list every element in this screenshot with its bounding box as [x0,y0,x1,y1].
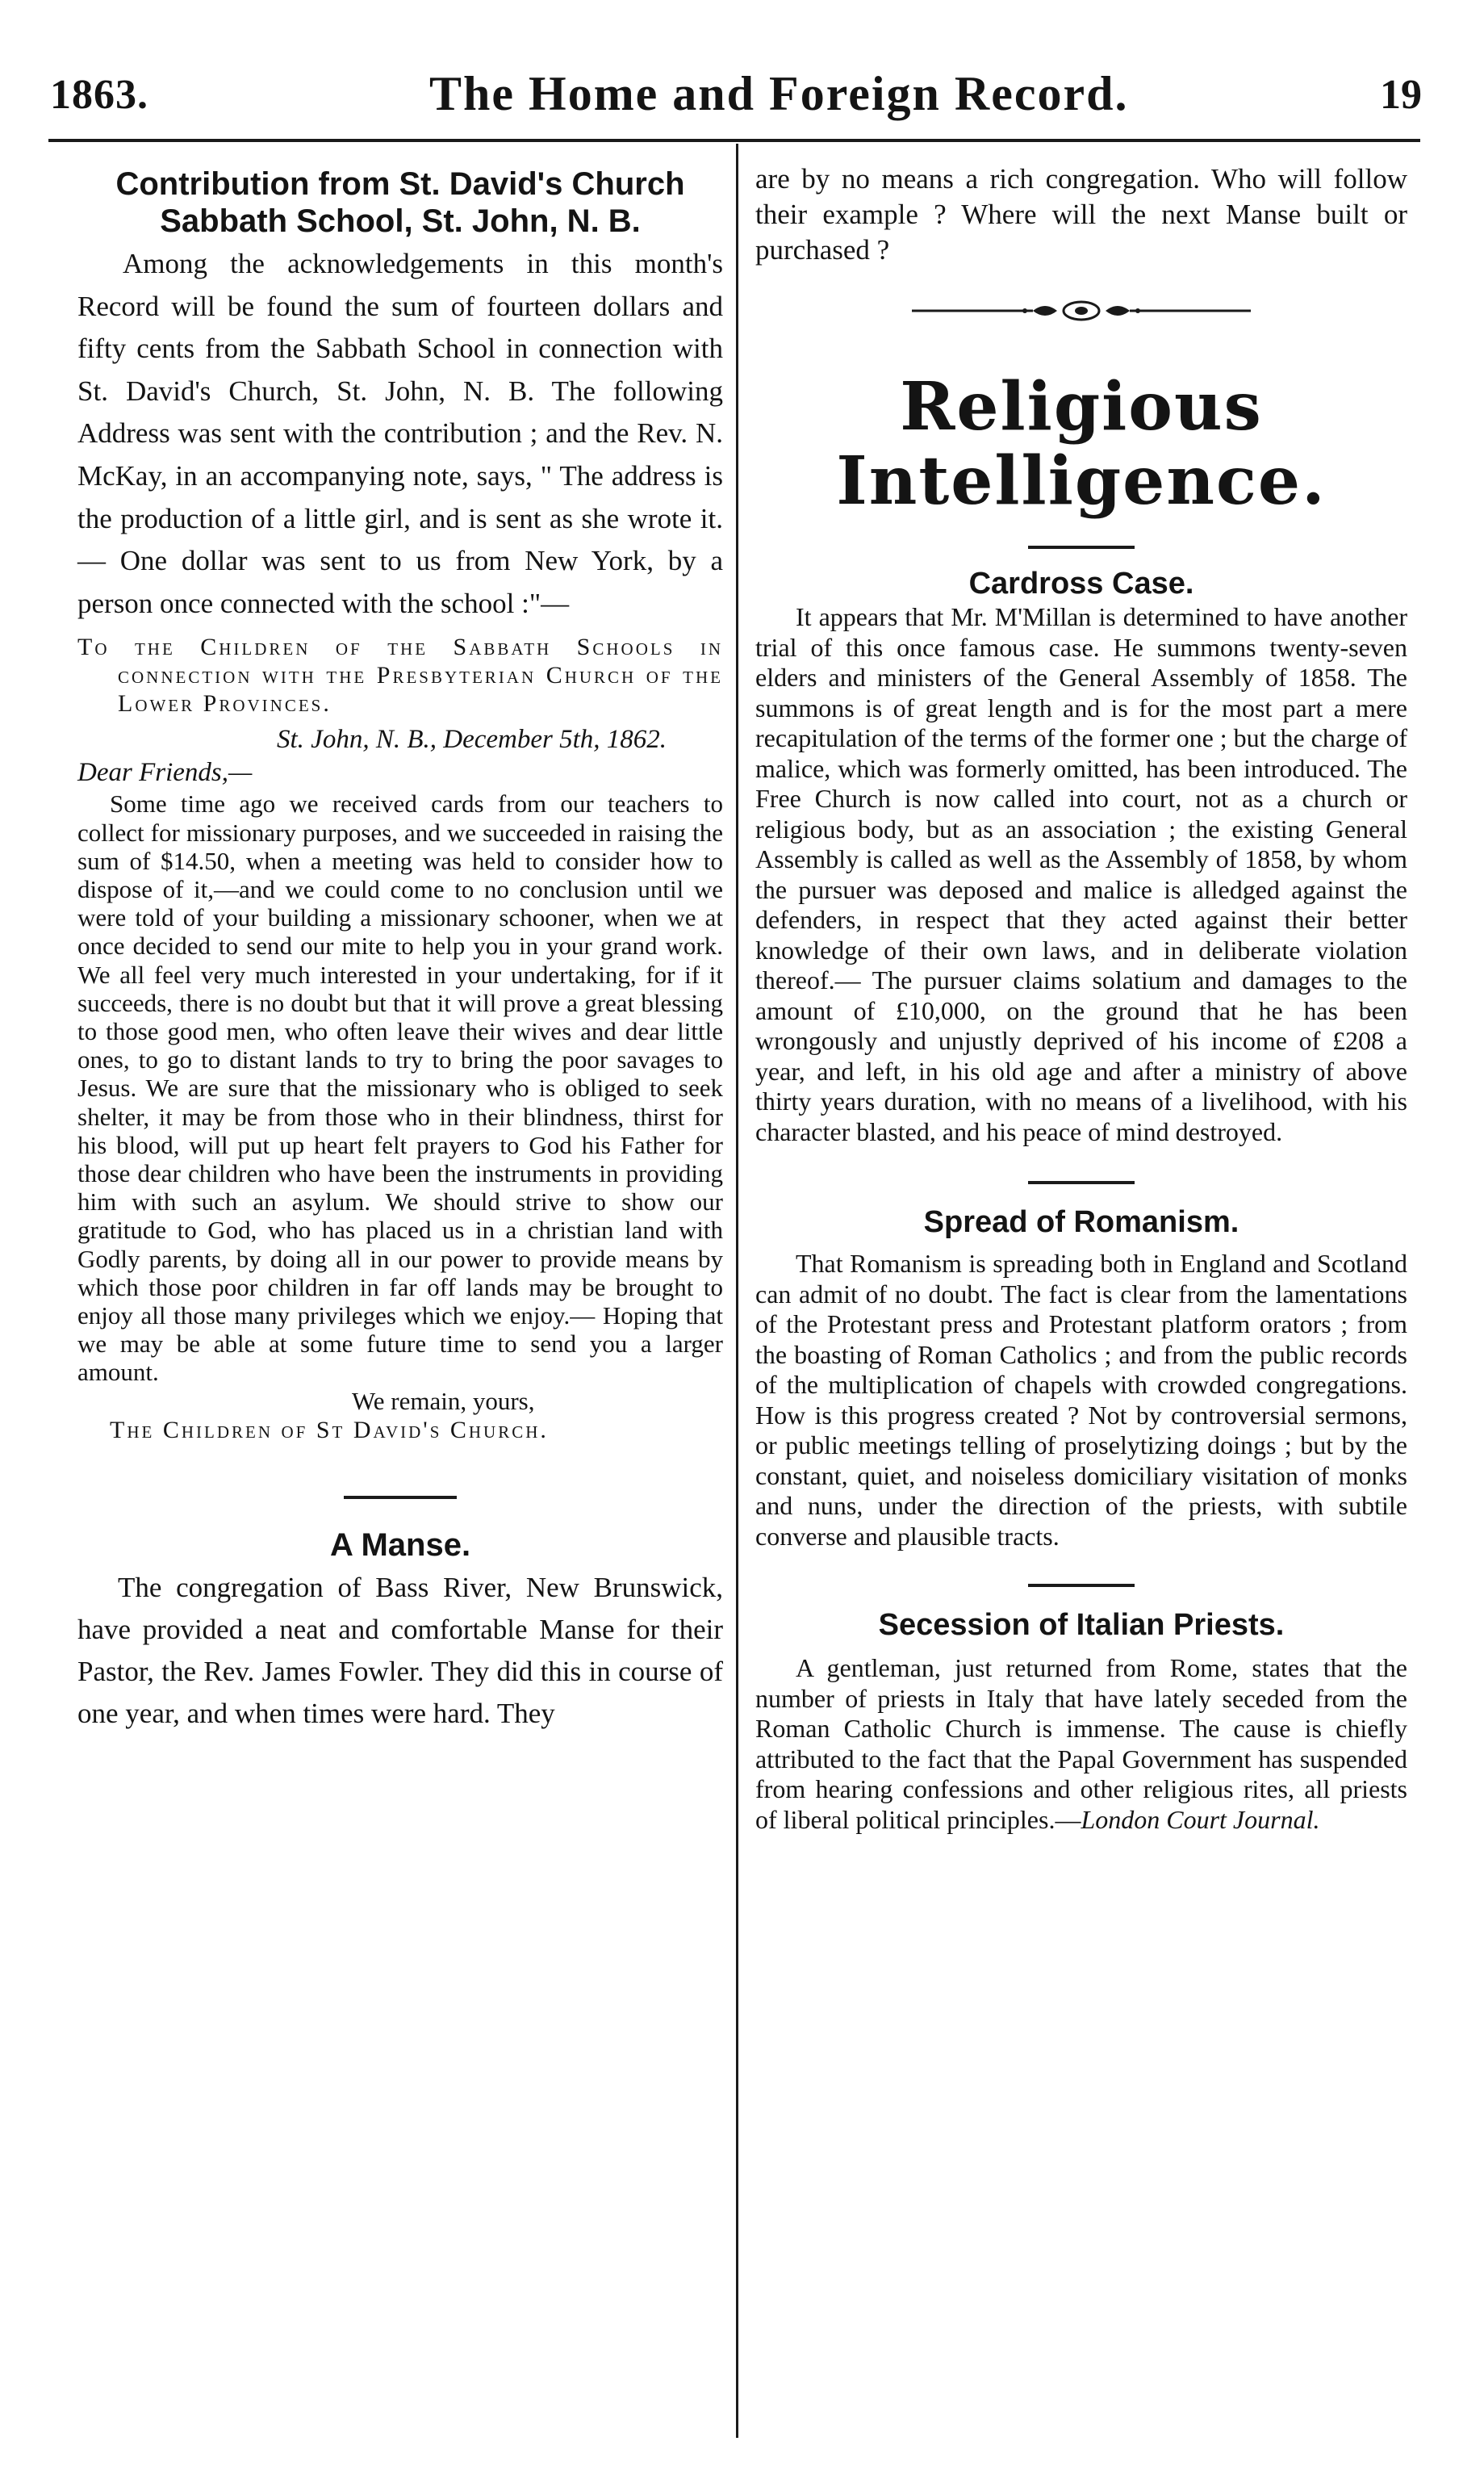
manse-title: A Manse. [329,1526,471,1563]
manse-continuation: are by no means a rich congregation. Who will follow their example ? Where will the next Manse built or purchased ? [755,163,1407,266]
romanism-paragraph: That Romanism is spreading both in England and Scotland can admit of no doubt. The fact is clear from the lamentations of the Protestant press and Protestant platform orators ; from the boasting of Roman Catholics ; and from the public records of the multiplication of chapels with crowded congregations. How is this progress created ? Not by controversial sermons, or public meetings telling of proselytizing doings ; but by the constant, quiet, and noiseless domiciliary visitation of monks and nuns, under the direction of the priests, with subtile converse and plausible tracts. [755,1249,1407,1551]
letter-salutation: Dear Friends,— [77,758,253,788]
contribution-intro: Among the acknowledgements in this month's Record will be found the sum of fourteen dollars and fifty cents from the Sabbath School in connection with St. David's Church, St. John, N. B. The following Address was sent with the contribution ; and the Rev. N. McKay, in an accompanying note, says, " The address is the production of a little girl, and is sent as she wrote it.— One dollar was sent to us from New York, by a person once connected with the school :"— [77,248,723,619]
priests-paragraph [755,1653,1407,1835]
cardross-title: Cardross Case. [968,567,1194,601]
left-column [77,165,723,1735]
journal-title: The Home and Foreign Record. [429,67,1129,120]
romanism-title: Spread of Romanism. [923,1205,1239,1239]
letter-body: Some time ago we received cards from our teachers to collect for missionary purposes, and we succeeded in raising the sum of $14.50, when a meeting was held to consider how to dispose of it,—and we could come to no conclusion until we were told of your building a missionary schooner, when we at once decided to send our mite to help you in your grand work. We all feel very much interested in your undertaking, for if it succeeds, there is no doubt but that it will prove a great blessing to those good men, who often leave their wives and dear little ones, to go to distant lands to try to bring the poor savages to Jesus. We are sure that the missionary who is obliged to seek shelter, it may be from those who in their blindness, thirst for his blood, will put up heart felt prayers to God his Father for those dear children who have been the instruments in providing him with such an asylum. We should strive to show our gratitude to God, who has placed us in a christian land with Godly parents, by doing all in our power to provide means by which those poor children in far off lands may be brought to enjoy all those many privileges which we enjoy.— Hoping that we may be able at some future time to send you a larger amount. [77,789,723,1387]
priests-source: London Court Journal. [1081,1804,1320,1834]
address-heading: To the Children of the Sabbath Schools in connection with the Presbyterian Church of the Lower Provinces. [77,634,723,718]
column-divider [736,144,738,2438]
header-year: 1863. [50,72,148,118]
page-number: 19 [1380,72,1422,118]
religious-intelligence-heading: Religious Intelligence. [836,368,1327,520]
ornamental-divider [912,299,1251,323]
section-rule [344,1496,457,1499]
contribution-title: Contribution from St. David's Church Sabbath School, St. John, N. B. [115,166,685,239]
manse-paragraph: The congregation of Bass River, New Brunswick, have provided a neat and comfortable Manse for their Pastor, the Rev. James Fowler. They did this in course of one year, and when times were hard. They [77,1571,723,1729]
section-rule [1028,546,1135,549]
page-header [50,67,1422,144]
letter-closing: We remain, yours, [352,1386,535,1415]
letter-signature: The Children of St David's Church. [110,1416,549,1443]
cardross-paragraph: It appears that Mr. M'Millan is determined to have another trial of this once famous case. He summons twenty-seven elders and ministers of the General Assembly of 1858. The summons is of great length and is for the most part a mere recapitulation of the terms of the former one ; but the charge of malice, which was formerly omitted, has been introduced. The Free Church is now called into court, not as a church or religious body, but as an association ; the existing General Assembly is called as well as the Assembly of 1858, by whom the pursuer was deposed and malice is alledged against the defenders, in respect that they acted against their better knowledge of their own laws, and in deliberate violation thereof.— The pursuer claims solatium and damages to the amount of £10,000, on the ground that he has been wrongously and unjustly deprived of his income of £208 a year, and left, in his old age and after a ministry of above thirty years duration, with no means of a livelihood, with his character blasted, and his peace of mind destroyed. [755,602,1407,1146]
letter-dateline: St. John, N. B., December 5th, 1862. [277,725,667,755]
priests-text: A gentleman, just returned from Rome, states that the number of priests in Italy that have lately seceded from the Roman Catholic Church is immense. The cause is chiefly attributed to the fact that the Papal Government has suspended from hearing confessions and other religious rites, all priests of liberal political principles.— [755,1653,1407,1834]
right-column [755,161,1407,1835]
header-rule [48,139,1420,142]
priests-title: Secession of Italian Priests. [878,1608,1285,1642]
section-rule [1028,1584,1135,1587]
section-rule [1028,1181,1135,1184]
